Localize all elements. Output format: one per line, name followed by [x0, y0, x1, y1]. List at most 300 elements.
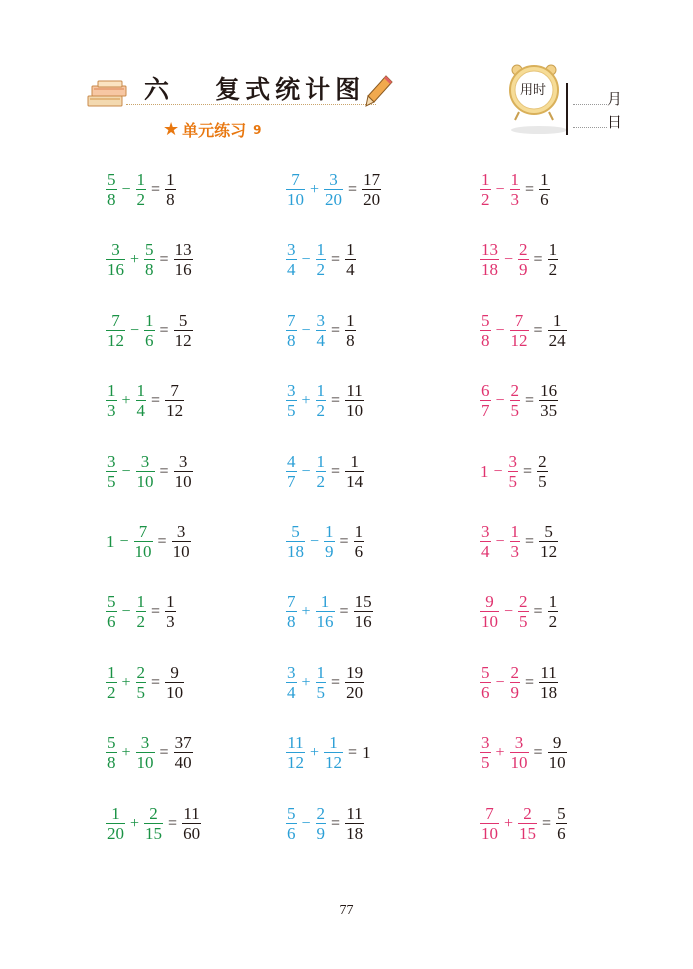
denominator: 20 — [325, 190, 343, 209]
numerator: 3 — [329, 170, 338, 189]
fraction-equation — [284, 452, 366, 491]
fraction — [136, 592, 147, 631]
denominator: 2 — [548, 612, 558, 631]
fraction — [286, 804, 297, 843]
denominator: 10 — [172, 542, 190, 561]
denominator: 9 — [316, 824, 326, 843]
numerator: 1 — [320, 592, 330, 611]
equals-sign: = — [159, 743, 169, 761]
fraction — [480, 170, 491, 209]
fraction — [510, 733, 529, 772]
denominator: 8 — [346, 331, 355, 350]
answer-fraction — [165, 170, 176, 209]
numerator: 2 — [519, 240, 528, 259]
fraction-equation — [284, 663, 366, 702]
plus-sign: + — [495, 743, 505, 761]
denominator: 8 — [107, 753, 116, 772]
denominator: 3 — [107, 401, 116, 420]
numerator: 5 — [107, 592, 116, 611]
fraction — [324, 170, 343, 209]
fraction — [316, 663, 327, 702]
fraction — [106, 311, 125, 350]
denominator: 5 — [136, 683, 146, 702]
fraction-equation — [478, 733, 569, 772]
denominator: 20 — [363, 190, 381, 209]
minus-sign: − — [121, 462, 131, 480]
numerator: 13 — [174, 240, 192, 259]
equals-sign: = — [525, 532, 535, 550]
answer-fraction — [539, 522, 558, 561]
whole-number: 1 — [106, 532, 115, 551]
equals-sign: = — [157, 532, 167, 550]
numerator: 3 — [140, 733, 150, 752]
fraction — [518, 240, 529, 279]
denominator: 9 — [510, 683, 520, 702]
fraction-equation — [284, 733, 373, 772]
answer-fraction — [362, 170, 381, 209]
numerator: 1 — [316, 452, 326, 471]
fraction-equation — [284, 240, 358, 279]
fraction-equation — [104, 170, 178, 209]
numerator: 5 — [544, 522, 553, 541]
denominator: 8 — [287, 331, 296, 350]
fraction — [480, 240, 499, 279]
equals-sign: = — [533, 602, 543, 620]
denominator: 12 — [325, 753, 343, 772]
numerator: 3 — [287, 381, 296, 400]
fraction — [136, 452, 155, 491]
answer-fraction — [548, 733, 567, 772]
denominator: 12 — [540, 542, 558, 561]
denominator: 8 — [145, 260, 154, 279]
denominator: 12 — [166, 401, 184, 420]
fraction — [136, 663, 147, 702]
answer-fraction — [182, 804, 201, 843]
denominator: 10 — [548, 753, 566, 772]
denominator: 4 — [481, 542, 490, 561]
denominator: 10 — [346, 401, 364, 420]
denominator: 16 — [354, 612, 372, 631]
denominator: 9 — [519, 260, 528, 279]
numerator: 11 — [540, 663, 557, 682]
title-underline — [126, 104, 376, 105]
plus-sign: + — [121, 391, 131, 409]
numerator: 1 — [136, 170, 146, 189]
equals-sign: = — [331, 462, 341, 480]
fraction — [480, 311, 491, 350]
denominator: 7 — [481, 401, 490, 420]
fraction — [286, 311, 297, 350]
denominator: 10 — [174, 472, 192, 491]
numerator: 2 — [523, 804, 532, 823]
answer-fraction — [345, 381, 364, 420]
numerator: 1 — [346, 311, 355, 330]
denominator: 10 — [287, 190, 304, 209]
numerator: 9 — [170, 663, 179, 682]
numerator: 11 — [287, 733, 304, 752]
equals-sign: = — [525, 391, 535, 409]
answer-fraction — [548, 240, 559, 279]
subtitle-number: 9 — [253, 122, 262, 137]
fraction-equation — [104, 733, 195, 772]
denominator: 5 — [538, 472, 547, 491]
fraction — [316, 381, 327, 420]
denominator: 16 — [107, 260, 124, 279]
plus-sign: + — [121, 673, 131, 691]
fraction-equation — [104, 452, 195, 491]
fraction — [286, 240, 297, 279]
equals-sign: = — [331, 814, 341, 832]
fraction-equation — [104, 381, 186, 420]
month-label: 月 — [607, 90, 623, 108]
fraction — [136, 733, 155, 772]
plus-sign: + — [301, 391, 311, 409]
fraction-equation — [478, 381, 560, 420]
answer-fraction — [165, 381, 184, 420]
numerator: 37 — [174, 733, 192, 752]
fraction — [106, 170, 117, 209]
answer-fraction — [172, 522, 191, 561]
denominator: 3 — [510, 190, 520, 209]
numerator: 1 — [540, 170, 549, 189]
denominator: 20 — [107, 824, 124, 843]
numerator: 13 — [481, 240, 498, 259]
denominator: 18 — [287, 542, 304, 561]
denominator: 18 — [540, 683, 558, 702]
numerator: 2 — [510, 663, 520, 682]
day-blank — [573, 127, 607, 128]
denominator: 16 — [316, 612, 334, 631]
fraction — [518, 804, 537, 843]
numerator: 3 — [514, 733, 524, 752]
fraction — [480, 522, 491, 561]
answer-fraction — [165, 663, 184, 702]
answer-fraction — [174, 311, 193, 350]
fraction — [316, 452, 327, 491]
numerator: 5 — [178, 311, 188, 330]
denominator: 6 — [145, 331, 154, 350]
plus-sign: + — [301, 602, 311, 620]
answer-fraction — [556, 804, 567, 843]
star-icon: ★ — [163, 119, 180, 140]
fraction-equation — [104, 522, 193, 561]
denominator: 8 — [107, 190, 116, 209]
denominator: 14 — [346, 472, 364, 491]
denominator: 3 — [166, 612, 175, 631]
equals-sign: = — [523, 462, 533, 480]
fraction-equation — [478, 311, 569, 350]
fraction — [144, 311, 155, 350]
numerator: 2 — [538, 452, 547, 471]
numerator: 9 — [552, 733, 562, 752]
fraction-equation — [284, 311, 358, 350]
numerator: 15 — [354, 592, 372, 611]
answer-fraction — [345, 663, 364, 702]
denominator: 2 — [107, 683, 116, 702]
fraction — [316, 804, 327, 843]
fraction-equation — [104, 240, 195, 279]
fraction — [286, 733, 305, 772]
numerator: 5 — [287, 804, 296, 823]
numerator: 1 — [548, 240, 558, 259]
fraction — [144, 240, 155, 279]
fraction — [286, 381, 297, 420]
equals-sign: = — [159, 250, 169, 268]
denominator: 2 — [316, 260, 326, 279]
numerator: 1 — [136, 381, 146, 400]
minus-sign: − — [504, 602, 514, 620]
answer-fraction — [345, 240, 356, 279]
numerator: 3 — [316, 311, 326, 330]
fraction-equation — [478, 592, 560, 631]
denominator: 8 — [481, 331, 490, 350]
fraction-equation — [284, 804, 366, 843]
page-number: 77 — [339, 903, 354, 918]
denominator: 5 — [481, 753, 490, 772]
denominator: 12 — [174, 331, 192, 350]
answer-whole-number: 1 — [362, 743, 371, 762]
denominator: 16 — [174, 260, 192, 279]
day-label: 日 — [607, 113, 623, 131]
whole-number: 1 — [480, 462, 489, 481]
equals-sign: = — [525, 673, 535, 691]
fraction — [508, 452, 519, 491]
fraction — [106, 381, 117, 420]
numerator: 7 — [485, 804, 494, 823]
minus-sign: − — [130, 321, 140, 339]
time-used-label: 用时 — [519, 83, 546, 98]
plus-sign: + — [310, 743, 320, 761]
answer-fraction — [354, 592, 373, 631]
equals-sign: = — [533, 321, 543, 339]
denominator: 6 — [540, 190, 549, 209]
numerator: 5 — [145, 240, 154, 259]
fraction — [518, 592, 529, 631]
equals-sign: = — [348, 743, 358, 761]
fraction-equation — [478, 240, 560, 279]
numerator: 1 — [510, 522, 520, 541]
denominator: 10 — [166, 683, 184, 702]
numerator: 2 — [519, 592, 528, 611]
denominator: 35 — [540, 401, 558, 420]
fraction — [316, 311, 327, 350]
fraction — [286, 452, 297, 491]
fraction — [480, 381, 491, 420]
minus-sign: − — [121, 602, 131, 620]
plus-sign: + — [504, 814, 514, 832]
numerator: 3 — [178, 452, 188, 471]
numerator: 1 — [350, 452, 359, 471]
numerator: 5 — [107, 733, 116, 752]
fraction-equation — [284, 592, 375, 631]
numerator: 1 — [145, 311, 154, 330]
equals-sign: = — [159, 462, 169, 480]
numerator: 1 — [316, 663, 326, 682]
unit-practice-heading — [163, 118, 262, 141]
answer-fraction — [548, 311, 567, 350]
equals-sign: = — [542, 814, 552, 832]
denominator: 5 — [316, 683, 326, 702]
equals-sign: = — [331, 673, 341, 691]
equals-sign: = — [533, 743, 543, 761]
denominator: 12 — [287, 753, 304, 772]
month-blank — [573, 104, 607, 105]
numerator: 1 — [111, 804, 120, 823]
denominator: 6 — [557, 824, 566, 843]
numerator: 1 — [325, 522, 334, 541]
numerator: 6 — [481, 381, 490, 400]
numerator: 3 — [287, 240, 296, 259]
denominator: 4 — [346, 260, 355, 279]
denominator: 10 — [136, 753, 154, 772]
denominator: 9 — [325, 542, 334, 561]
fraction — [510, 170, 521, 209]
denominator: 10 — [510, 753, 528, 772]
fraction-equation — [478, 452, 550, 491]
answer-fraction — [537, 452, 548, 491]
equals-sign: = — [348, 180, 358, 198]
equals-sign: = — [339, 602, 349, 620]
numerator: 7 — [170, 381, 179, 400]
denominator: 6 — [107, 612, 116, 631]
plus-sign: + — [310, 180, 320, 198]
denominator: 2 — [136, 612, 146, 631]
numerator: 5 — [481, 663, 490, 682]
page-header — [0, 0, 693, 150]
equals-sign: = — [151, 602, 161, 620]
pencil-icon — [364, 74, 394, 108]
numerator: 11 — [346, 804, 363, 823]
fraction-equation — [104, 592, 178, 631]
minus-sign: − — [301, 814, 311, 832]
fraction — [324, 733, 343, 772]
numerator: 17 — [363, 170, 381, 189]
plus-sign: + — [301, 673, 311, 691]
numerator: 7 — [287, 311, 296, 330]
numerator: 7 — [138, 522, 148, 541]
fraction — [510, 522, 521, 561]
minus-sign: − — [301, 250, 311, 268]
numerator: 1 — [510, 170, 520, 189]
equals-sign: = — [533, 250, 543, 268]
denominator: 7 — [287, 472, 296, 491]
numerator: 5 — [557, 804, 566, 823]
fraction — [510, 381, 521, 420]
answer-fraction — [539, 663, 558, 702]
fraction — [144, 804, 163, 843]
answer-fraction — [345, 804, 364, 843]
answer-fraction — [165, 592, 176, 631]
numerator: 11 — [346, 381, 363, 400]
numerator: 1 — [346, 240, 355, 259]
denominator: 3 — [510, 542, 520, 561]
equals-sign: = — [151, 391, 161, 409]
numerator: 19 — [346, 663, 364, 682]
denominator: 5 — [287, 401, 296, 420]
minus-sign: − — [495, 391, 505, 409]
fraction — [316, 240, 327, 279]
denominator: 40 — [174, 753, 192, 772]
numerator: 1 — [166, 170, 175, 189]
fraction — [106, 663, 117, 702]
numerator: 5 — [291, 522, 300, 541]
numerator: 3 — [111, 240, 120, 259]
denominator: 12 — [510, 331, 528, 350]
denominator: 4 — [316, 331, 326, 350]
equals-sign: = — [339, 532, 349, 550]
denominator: 5 — [508, 472, 518, 491]
fraction-equation — [478, 170, 552, 209]
equals-sign: = — [168, 814, 178, 832]
fraction — [480, 804, 499, 843]
numerator: 5 — [107, 170, 116, 189]
minus-sign: − — [495, 673, 505, 691]
denominator: 6 — [287, 824, 296, 843]
numerator: 2 — [316, 804, 326, 823]
denominator: 12 — [107, 331, 124, 350]
denominator: 10 — [481, 612, 498, 631]
denominator: 8 — [166, 190, 175, 209]
chapter-title: 六 复式统计图 — [144, 75, 366, 104]
fraction — [480, 733, 491, 772]
answer-fraction — [174, 733, 193, 772]
numerator: 1 — [354, 522, 364, 541]
denominator: 10 — [136, 472, 154, 491]
fraction — [286, 522, 305, 561]
equals-sign: = — [151, 180, 161, 198]
numerator: 7 — [111, 311, 120, 330]
numerator: 1 — [316, 240, 326, 259]
fraction — [510, 311, 529, 350]
fraction — [480, 592, 499, 631]
denominator: 10 — [134, 542, 152, 561]
fraction-equation — [478, 804, 569, 843]
plus-sign: + — [121, 743, 131, 761]
fraction-equation — [478, 522, 560, 561]
fraction — [286, 170, 305, 209]
denominator: 18 — [481, 260, 498, 279]
numerator: 1 — [166, 592, 175, 611]
answer-fraction — [174, 240, 193, 279]
fraction-equation — [104, 804, 203, 843]
fraction-equation — [284, 170, 383, 209]
minus-sign: − — [301, 321, 311, 339]
fraction — [106, 592, 117, 631]
denominator: 60 — [183, 824, 201, 843]
numerator: 2 — [510, 381, 520, 400]
fraction-equation — [104, 663, 186, 702]
answer-fraction — [354, 522, 365, 561]
minus-sign: − — [495, 532, 505, 550]
equals-sign: = — [331, 321, 341, 339]
numerator: 7 — [291, 170, 300, 189]
plus-sign: + — [130, 250, 140, 268]
minus-sign: − — [301, 462, 311, 480]
fraction — [136, 170, 147, 209]
numerator: 2 — [149, 804, 158, 823]
fraction-equation — [104, 311, 195, 350]
denominator: 24 — [548, 331, 566, 350]
numerator: 3 — [107, 452, 116, 471]
fraction — [106, 804, 125, 843]
equals-sign: = — [159, 321, 169, 339]
fraction — [324, 522, 335, 561]
denominator: 8 — [287, 612, 296, 631]
numerator: 1 — [107, 381, 116, 400]
fraction — [286, 592, 297, 631]
numerator: 3 — [481, 733, 490, 752]
numerator: 16 — [540, 381, 558, 400]
